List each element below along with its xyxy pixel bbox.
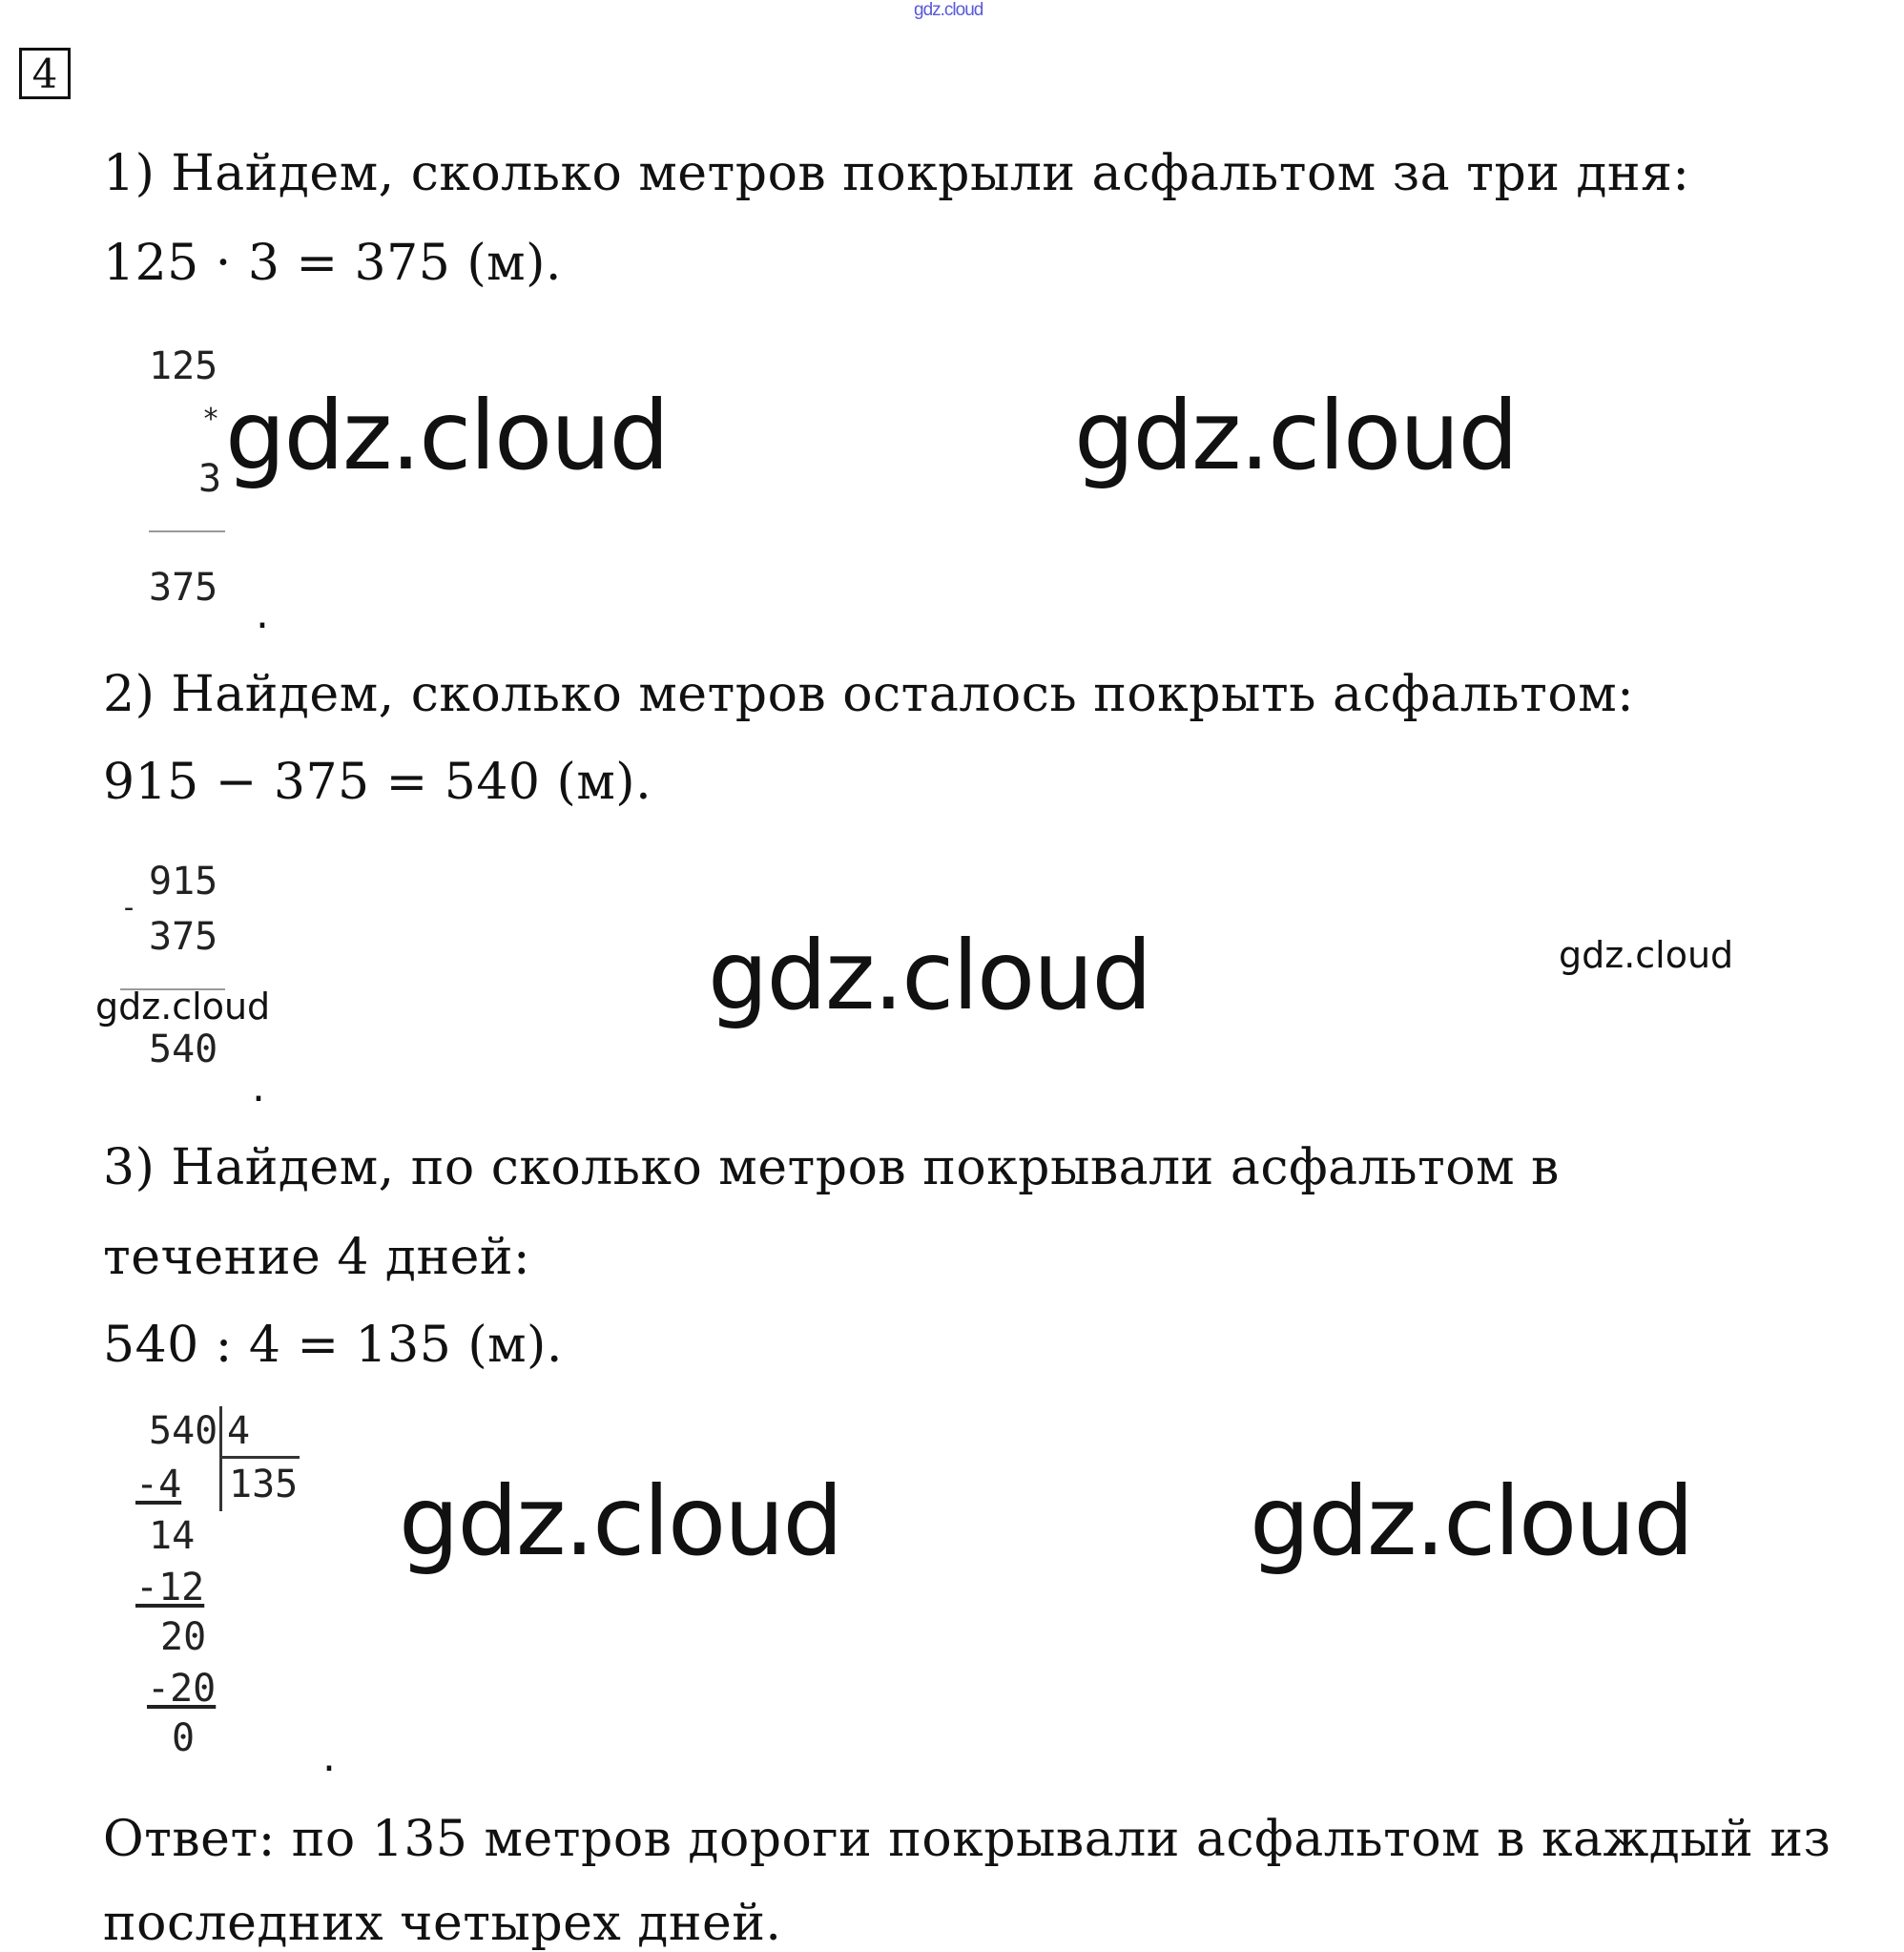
step3-heading-line1: 3) Найдем, по сколько метров покрывали асфальтом в xyxy=(103,1139,1560,1196)
watermark-2: gdz.cloud xyxy=(1074,380,1518,491)
answer-line1: Ответ: по 135 метров дороги покрывали асфальтом в каждый из xyxy=(103,1811,1832,1868)
division-row: 0 xyxy=(172,1716,196,1760)
watermark-small-1: gdz.cloud xyxy=(95,986,271,1028)
division-row: 20 xyxy=(160,1615,207,1659)
step2-column-result: 540 xyxy=(149,1028,218,1071)
division-row: 14 xyxy=(149,1514,196,1558)
division-row: -12 xyxy=(135,1566,205,1609)
division-quotient: 135 xyxy=(229,1463,299,1506)
watermark-1: gdz.cloud xyxy=(225,380,669,491)
division-divisor: 4 xyxy=(227,1409,251,1453)
step3-trailing-dot: . xyxy=(322,1733,336,1781)
step1-heading: 1) Найдем, сколько метров покрыли асфальтом за три дня: xyxy=(103,145,1690,202)
answer-line2: последних четырех дней. xyxy=(103,1895,782,1952)
division-row: -20 xyxy=(147,1667,217,1711)
step1-column-rule xyxy=(149,530,225,532)
step2-column-operator: - xyxy=(120,891,138,924)
step2-column-top: 915 xyxy=(149,860,218,903)
watermark-5: gdz.cloud xyxy=(1250,1465,1693,1577)
step1-column-bottom: 3 xyxy=(198,457,222,501)
step1-column-top: 125 xyxy=(149,344,218,388)
division-bracket-vertical xyxy=(219,1406,222,1511)
step3-heading-line2: течение 4 дней: xyxy=(103,1229,531,1286)
step1-column-operator: * xyxy=(202,403,220,436)
division-dividend: 540 xyxy=(149,1409,218,1453)
step1-column-result: 375 xyxy=(149,566,218,610)
division-row: -4 xyxy=(135,1463,182,1506)
watermark-small-2: gdz.cloud xyxy=(1559,934,1734,976)
step2-equation: 915 − 375 = 540 (м). xyxy=(103,754,652,811)
watermark-4: gdz.cloud xyxy=(399,1465,842,1577)
top-watermark: gdz.cloud xyxy=(914,0,983,20)
watermark-3: gdz.cloud xyxy=(708,920,1151,1031)
step3-equation: 540 : 4 = 135 (м). xyxy=(103,1317,563,1374)
step2-trailing-dot: . xyxy=(252,1063,265,1111)
task-number-box: 4 xyxy=(19,48,71,99)
step1-equation: 125 · 3 = 375 (м). xyxy=(103,235,562,292)
division-bracket-horizontal xyxy=(219,1456,300,1459)
step2-column-bottom: 375 xyxy=(149,915,218,959)
step2-heading: 2) Найдем, сколько метров осталось покрыть асфальтом: xyxy=(103,666,1635,723)
step1-trailing-dot: . xyxy=(256,590,269,638)
